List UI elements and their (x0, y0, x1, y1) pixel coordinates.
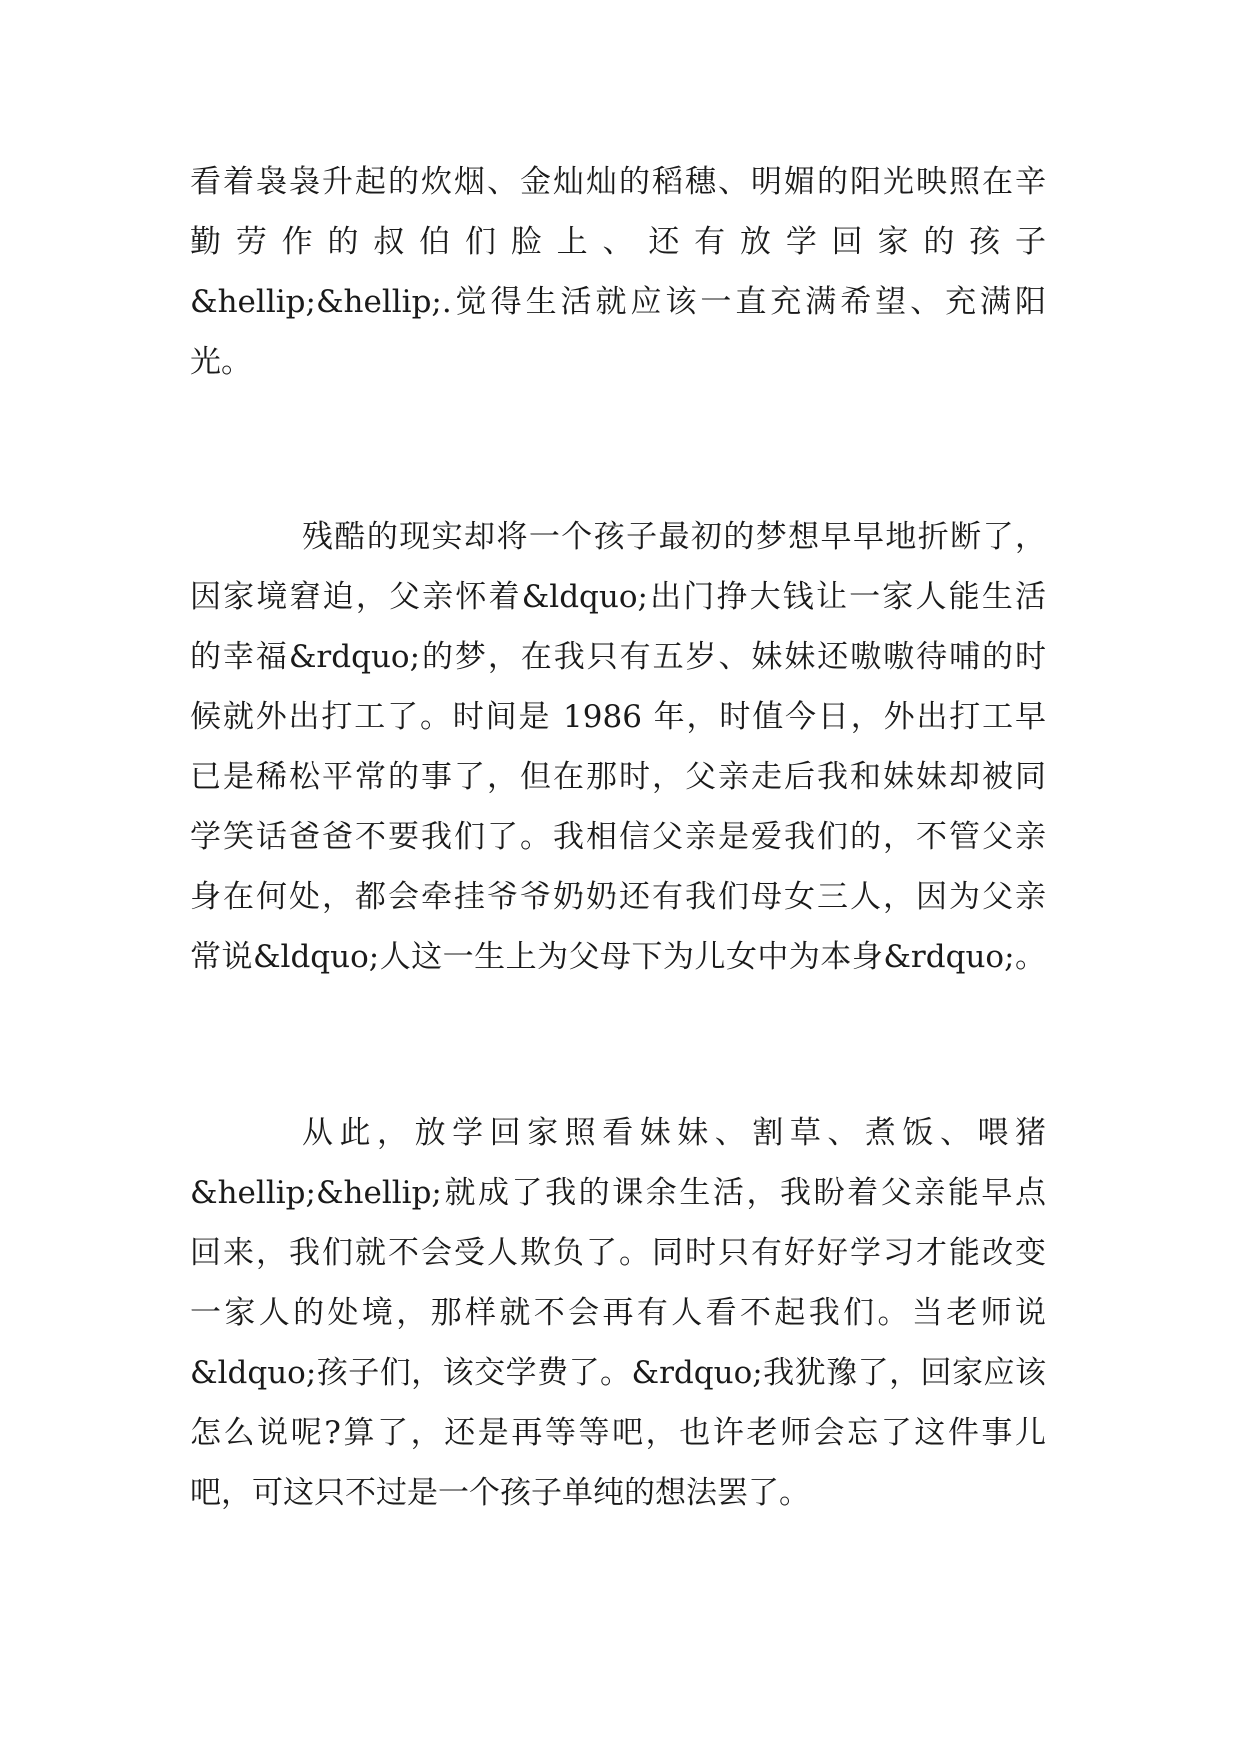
paragraph-2-line-2: 因家境窘迫，父亲怀着&ldquo;出门挣大钱让一家人能生活 (190, 579, 1046, 615)
paragraph-2-line-4: 候就外出打工了。时间是 1986 年，时值今日，外出打工早 (190, 699, 1046, 735)
paragraph-3-line-5: &ldquo;孩子们，该交学费了。&rdquo;我犹豫了，回家应该 (190, 1355, 1046, 1391)
paragraph-2-line-1: 残酷的现实却将一个孩子最初的梦想早早地折断了， (302, 519, 1046, 555)
paragraph-3-line-7: 吧，可这只不过是一个孩子单纯的想法罢了。 (190, 1475, 810, 1511)
paragraph-2-line-8: 常说&ldquo;人这一生上为父母下为儿女中为本身&rdquo;。 (190, 939, 1046, 975)
paragraph-3-line-6: 怎么说呢?算了，还是再等等吧，也许老师会忘了这件事儿 (190, 1415, 1046, 1451)
paragraph-3-line-4: 一家人的处境，那样就不会再有人看不起我们。当老师说 (190, 1295, 1046, 1331)
paragraph-2-line-6: 学笑话爸爸不要我们了。我相信父亲是爱我们的，不管父亲 (190, 819, 1046, 855)
paragraph-2-line-5: 已是稀松平常的事了，但在那时，父亲走后我和妹妹却被同 (190, 759, 1046, 795)
paragraph-1-line-2: 勤劳作的叔伯们脸上、还有放学回家的孩子 (190, 224, 1046, 260)
paragraph-2-line-3: 的幸福&rdquo;的梦，在我只有五岁、妹妹还嗷嗷待哺的时 (190, 639, 1046, 675)
paragraph-1-line-4: 光。 (190, 344, 252, 380)
paragraph-1-line-1: 看着袅袅升起的炊烟、金灿灿的稻穗、明媚的阳光映照在辛 (190, 164, 1046, 200)
paragraph-2-line-7: 身在何处，都会牵挂爷爷奶奶还有我们母女三人，因为父亲 (190, 879, 1046, 915)
paragraph-3-line-2: &hellip;&hellip;就成了我的课余生活，我盼着父亲能早点 (190, 1175, 1046, 1211)
paragraph-3-line-3: 回来，我们就不会受人欺负了。同时只有好好学习才能改变 (190, 1235, 1046, 1271)
paragraph-3-line-1: 从此，放学回家照看妹妹、割草、煮饭、喂猪 (302, 1115, 1046, 1151)
paragraph-1-line-3: &hellip;&hellip;.觉得生活就应该一直充满希望、充满阳 (190, 284, 1046, 320)
